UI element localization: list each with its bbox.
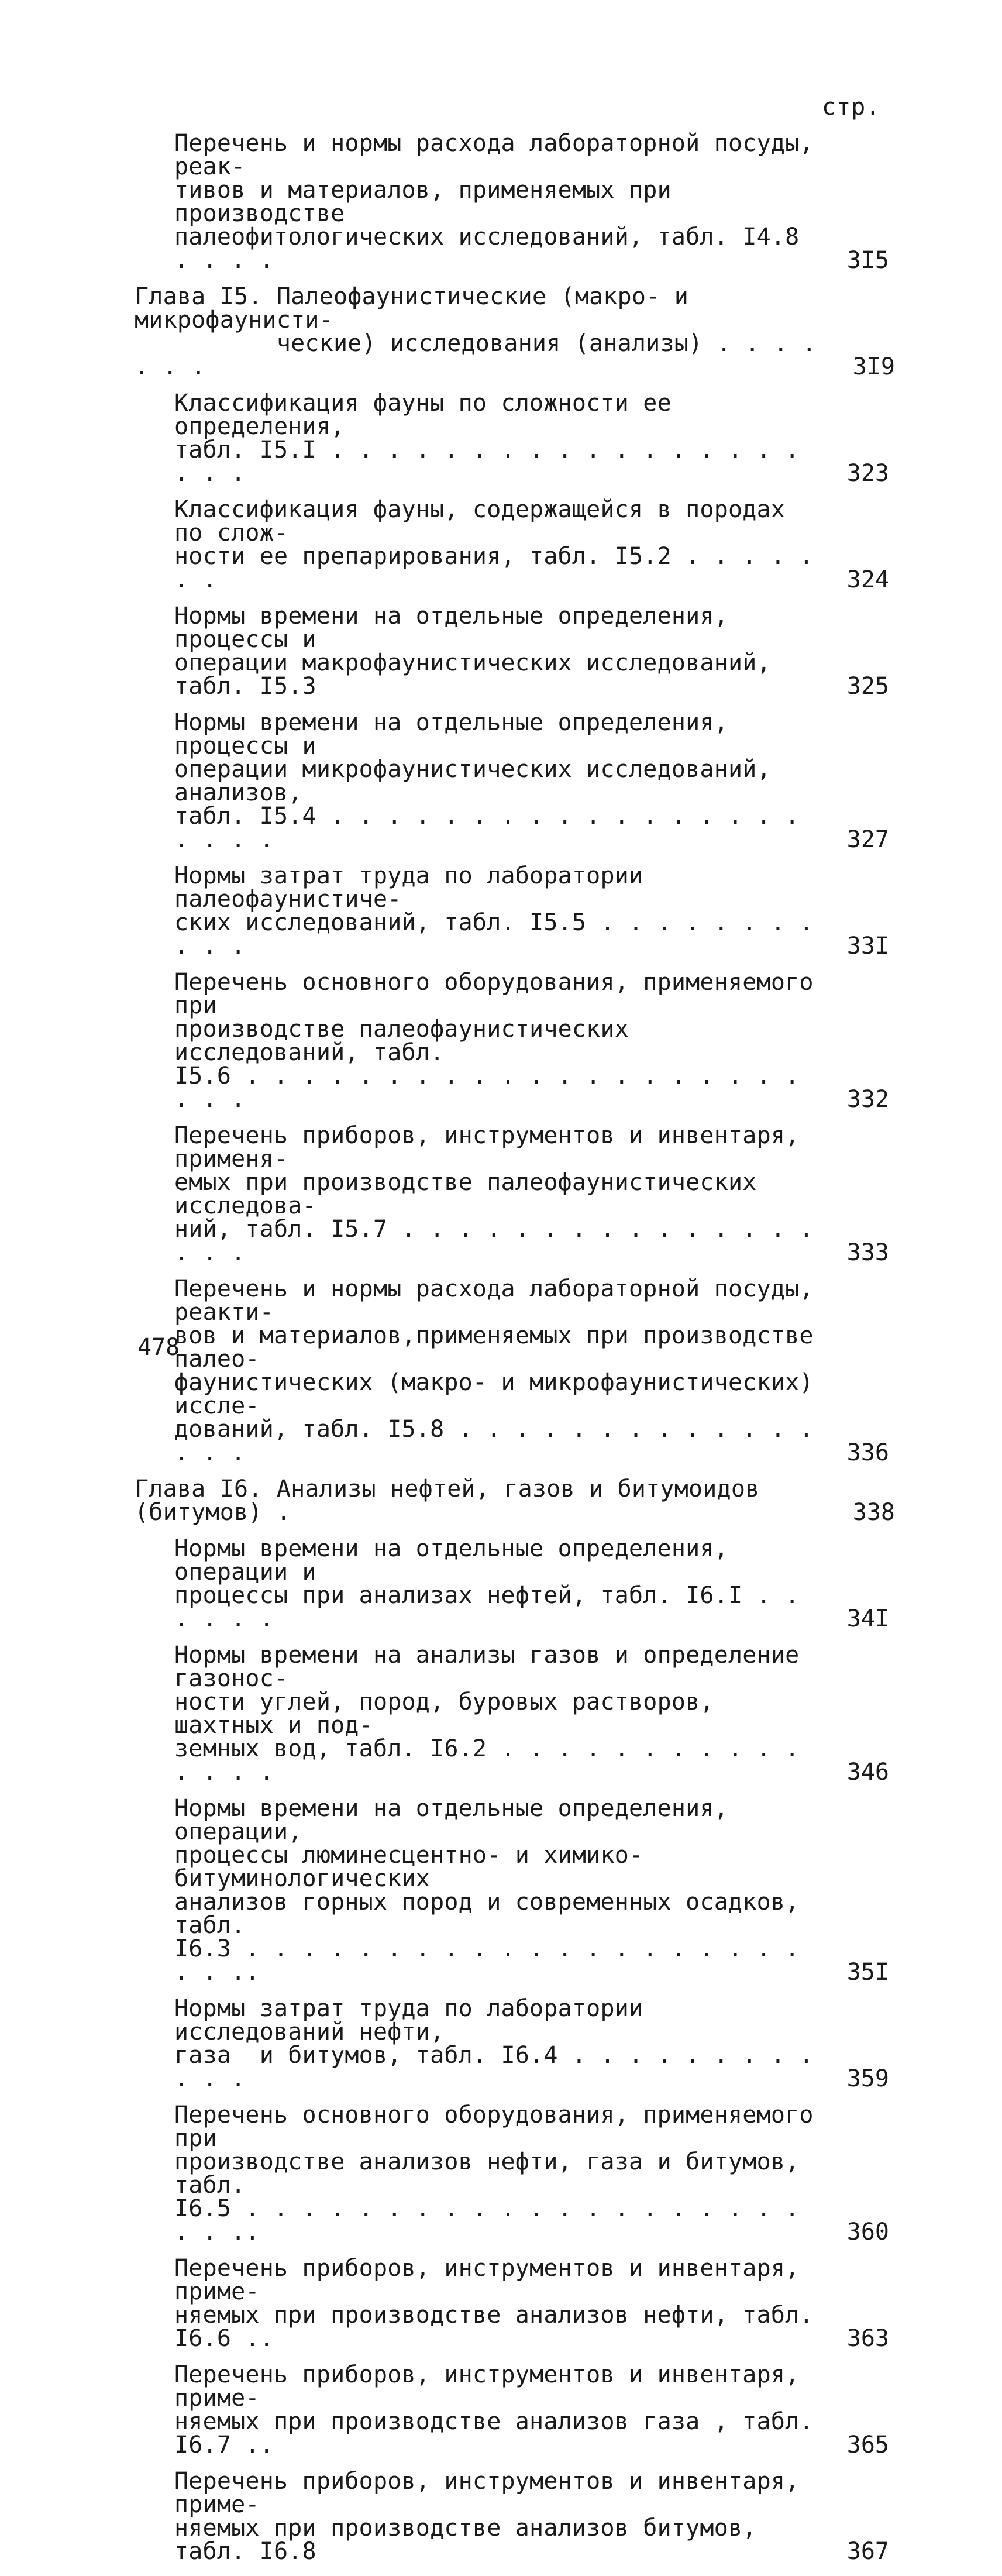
page-column-heading: стр.: [822, 94, 881, 121]
toc-chapter: [135, 1477, 895, 1524]
toc-entry-text: Нормы времени на отдельные определения, процессы и операции микрофаунистических исследований, анализов, табл. I5.4 . . . . . . . . . . . . . . . . . . . . .: [174, 709, 800, 853]
toc-entry-page: 323: [846, 460, 889, 487]
toc-entry-text: Классификация фауны по сложности ее определения, табл. I5.I . . . . . . . . . . . . . . . . . . . .: [174, 390, 800, 487]
toc-chapter: [135, 285, 895, 379]
toc-chapter-page: 338: [852, 1499, 895, 1526]
toc-entry-page: 359: [846, 2065, 889, 2092]
toc-entry: [174, 132, 895, 272]
toc-entry-text: Нормы времени на отдельные определения, операции, процессы люминесцентно- и химико-битуминологических анализов горных пород и современных осадков, табл. I6.3 . . . . . . . . . . . . . . . . . . . . . . ..: [174, 1795, 800, 1986]
toc-entry-text: Перечень приборов, инструментов и инвентаря, приме- няемых при производстве анализов нефти, табл. I6.6 ..: [174, 2255, 814, 2352]
toc-entry-text: Классификация фауны, содержащейся в породах по слож- ности ее препарирования, табл. I5.2 . . . . . . .: [174, 496, 814, 593]
toc-entry: [174, 1997, 895, 2090]
toc-entry: [174, 1797, 895, 1984]
toc-chapter-page: 3I9: [852, 353, 895, 380]
toc-entry-page: 332: [846, 1086, 889, 1113]
toc-entry: [174, 2470, 895, 2563]
toc-entry-page: 346: [846, 1759, 889, 1786]
toc-entry: [174, 711, 895, 851]
toc-entry: [174, 1124, 895, 1264]
toc-entry: [174, 2103, 895, 2244]
toc-entry-text: Нормы времени на отдельные определения, процессы и операции макрофаунистических исследований, табл. I5.3: [174, 603, 771, 700]
toc-entry-page: 365: [846, 2431, 889, 2458]
toc-entry-text: Перечень основного оборудования, применяемого при производстве анализов нефти, газа и битумов, табл. I6.5 . . . . . . . . . . . . . . . . . . . . . . ..: [174, 2102, 814, 2245]
toc-entry-text: Перечень приборов, инструментов и инвентаря, приме- няемых при производстве анализов битумов, табл. I6.8: [174, 2468, 800, 2565]
toc-entry: [174, 604, 895, 698]
toc-entry-text: Нормы времени на отдельные определения, операции и процессы при анализах нефтей, табл. I6.I . . . . . .: [174, 1535, 800, 1632]
toc-entry-page: 327: [846, 826, 889, 853]
toc-entry-page: 367: [846, 2538, 889, 2565]
toc-entry-text: Нормы затрат труда по лаборатории исследований нефти, газа и битумов, табл. I6.4 . . . . . . . . . . . .: [174, 1995, 814, 2092]
toc-entry-page: 324: [846, 566, 889, 593]
toc-entry: [174, 1277, 895, 1464]
toc-entry-page: 35I: [846, 1959, 889, 1986]
toc-entry: [174, 498, 895, 591]
toc-entry-text: Перечень приборов, инструментов и инвентаря, приме- няемых при производстве анализов газа , табл. I6.7 ..: [174, 2361, 814, 2458]
toc-chapter-text: Глава I5. Палеофаунистические (макро- и микрофаунисти- ческие) исследования (анализы) . . . . . . .: [135, 283, 817, 380]
toc-entry-page: 363: [846, 2325, 889, 2352]
toc-entry-text: Нормы времени на анализы газов и определение газонос- ности углей, пород, буровых растворов, шахтных и под- земных вод, табл. I6.2 . . . . . . . . . . . . . . .: [174, 1642, 800, 1786]
toc-entry-page: 33I: [846, 933, 889, 959]
toc-entry: [174, 1537, 895, 1631]
toc-entry-page: 360: [846, 2219, 889, 2245]
toc-entry-page: 34I: [846, 1605, 889, 1632]
toc-entry: [174, 2257, 895, 2350]
toc-entry-page: 3I5: [846, 247, 889, 274]
toc-entry-text: Нормы затрат труда по лаборатории палеофаунистиче- ских исследований, табл. I5.5 . . . . . . . . . . .: [174, 862, 814, 959]
toc-entry: [174, 391, 895, 485]
toc-entry-page: 336: [846, 1439, 889, 1466]
toc-entry: [174, 971, 895, 1111]
toc-entry-text: Перечень основного оборудования, применяемого при производстве палеофаунистических исследований, табл. I5.6 . . . . . . . . . . . . . . . . . . . . . . .: [174, 969, 814, 1113]
toc-entry: [174, 864, 895, 958]
toc-entry-text: Перечень и нормы расхода лабораторной посуды, реак- тивов и материалов, применяемых при производстве палеофитологических исследований, табл. I4.8 . . . .: [174, 130, 814, 274]
toc-entry-text: Перечень и нормы расхода лабораторной посуды, реакти- вов и материалов,применяемых при производстве палео- фаунистических (макро- и микрофаунистических) иссле- дований, табл. I5.8 . . . . . . . . . . . . . . . .: [174, 1275, 814, 1466]
toc-entry: [174, 1643, 895, 1784]
page-number: 478: [137, 1334, 180, 1361]
toc-chapter-text: Глава I6. Анализы нефтей, газов и битумоидов (битумов) .: [135, 1476, 774, 1526]
toc-entry-page: 325: [846, 673, 889, 700]
toc-entry-page: 333: [846, 1239, 889, 1266]
toc-entry-text: Перечень приборов, инструментов и инвентаря, применя- емых при производстве палеофаунистических исследова- ний, табл. I5.7 . . . . . . . . . . . . . . . . . .: [174, 1122, 814, 1266]
table-of-contents: [135, 132, 895, 2576]
toc-entry: [174, 2363, 895, 2457]
